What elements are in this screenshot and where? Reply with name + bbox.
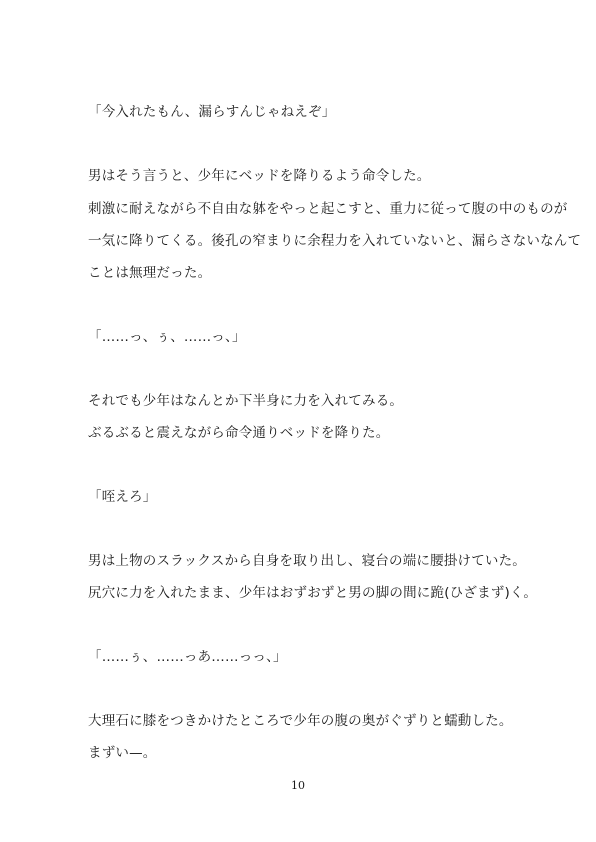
text-line: 大理石に膝をつきかけたところで少年の腹の奥がぐずりと蠕動した。 <box>88 713 513 729</box>
text-line: 「……っ、ぅ、……っ、」 <box>88 329 246 345</box>
text-line: 刺激に耐えながら不自由な躰をやっと起こすと、重力に従って腹の中のものが <box>88 201 568 217</box>
text-line: 「今入れたもん、漏らすんじゃねえぞ」 <box>88 104 336 120</box>
page-number: 10 <box>291 779 305 792</box>
text-line: 「咥えろ」 <box>88 489 157 505</box>
text-line: まずい—。 <box>88 745 157 761</box>
text-line: 男はそう言うと、少年にベッドを降りるよう命令した。 <box>88 168 431 184</box>
text-line: それでも少年はなんとか下半身に力を入れてみる。 <box>88 393 404 409</box>
text-line: 「……ぅ、……っあ……っっ、」 <box>88 649 287 665</box>
text-line: ぶるぶると震えながら命令通りベッドを降りた。 <box>88 425 390 441</box>
text-line: 一気に降りてくる。後孔の窄まりに余程力を入れていないと、漏らさないなんて <box>88 233 582 249</box>
text-line: 男は上物のスラックスから自身を取り出し、寝台の端に腰掛けていた。 <box>88 553 526 569</box>
text-line: ことは無理だった。 <box>88 265 212 281</box>
text-line: 尻穴に力を入れたまま、少年はおずおずと男の脚の間に跪(ひざまず)く。 <box>88 585 538 601</box>
